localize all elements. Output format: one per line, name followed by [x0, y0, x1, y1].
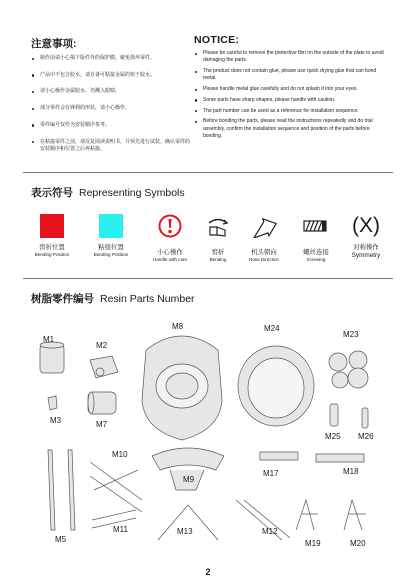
- notice-item-en: The product does not contain glue, please use quick drying glue that can bond metal.: [194, 68, 390, 82]
- part-label: M2: [96, 341, 108, 350]
- symbol-label-en: Handle with care: [152, 257, 188, 262]
- part-label: M1: [43, 335, 55, 344]
- symbol-label-cn: 粘接位置: [98, 244, 124, 251]
- page-number: 2: [205, 567, 211, 577]
- part-m8: [142, 336, 222, 440]
- symbol-label-cn: 窖折: [211, 249, 225, 256]
- part-label: M26: [358, 432, 374, 441]
- part-label: M19: [305, 539, 321, 548]
- notice-title-cn: 注意事项:: [31, 38, 77, 50]
- symbol-label-en: Bonding Position: [93, 252, 129, 257]
- notice-item-cn: 在粘接零件之前，请反复阅读说明书，并预先进行试装，确认零件的安装顺序和位置之后再粘接。: [31, 139, 191, 153]
- part-m23: [329, 351, 368, 388]
- part-m7: [88, 392, 116, 414]
- part-m17: [260, 452, 298, 460]
- part-label: M5: [55, 535, 67, 544]
- symbol-label-en: Screwing: [306, 257, 326, 262]
- symbol-label-en: Bending: [209, 257, 227, 262]
- part-label: M18: [343, 467, 359, 476]
- part-m26: [362, 408, 368, 428]
- part-m2: [90, 356, 118, 378]
- notice-item-en: Before bonding the parts, please read the instructions repeatedly and do trial assembly, confirm the installation sequence and position of the parts before bonding.: [194, 118, 390, 140]
- notice-item-cn: 部分零件会有锋利的形状，请小心操作。: [31, 105, 191, 112]
- part-label: M12: [262, 527, 278, 536]
- notice-item-en: Please handle metal glue carefully and do not splash it into your eyes.: [194, 86, 390, 93]
- symbols-title-en: Representing Symbols: [79, 187, 185, 199]
- part-m3: [48, 396, 57, 410]
- part-label: M23: [343, 330, 359, 339]
- parts-title-en: Resin Parts Number: [100, 293, 195, 305]
- symbol-label-cn: 机头朝向: [251, 249, 277, 256]
- notice-item-cn: 零件编号仅作为安装顺序参考。: [31, 122, 191, 129]
- symbol-label-cn: 小心操作: [157, 249, 183, 256]
- symbol-label-cn: 窖折位置: [39, 244, 65, 251]
- notice-item-cn: 产品中不包含胶水，请自备可粘接金属的快干胶水。: [31, 72, 191, 79]
- part-label: M3: [50, 416, 62, 425]
- symmetry-icon: (X): [352, 214, 380, 237]
- part-m24: [238, 346, 314, 426]
- part-label: M24: [264, 324, 280, 333]
- part-m20: [344, 500, 366, 530]
- notice-item-en: The part number can be used as a reference for installation sequence.: [194, 108, 390, 115]
- part-m19: [296, 500, 318, 530]
- symbol-label-en: Nose Direction: [248, 257, 280, 262]
- symbol-label-en: Bending Position: [34, 252, 70, 257]
- part-m10: [90, 462, 142, 512]
- parts-title-cn: 树脂零件编号: [31, 293, 94, 305]
- part-label: M10: [112, 450, 128, 459]
- notice-item-en: Some parts have sharp shapes, please handle with caution.: [194, 97, 390, 104]
- notice-item-cn: 请小心操作金属胶水，勿溅入眼睛。: [31, 88, 191, 95]
- part-label: M11: [113, 525, 128, 534]
- part-label: M13: [177, 527, 193, 536]
- part-label: M8: [172, 322, 184, 331]
- part-m25: [330, 404, 338, 426]
- symbols-title-cn: 表示符号: [31, 187, 73, 199]
- part-label: M20: [350, 539, 366, 548]
- part-m1: [40, 342, 64, 373]
- part-label: M7: [96, 420, 108, 429]
- part-label: M9: [183, 475, 195, 484]
- symbol-label-en: Symmetry: [351, 252, 381, 259]
- symbol-label-cn: 对称操作: [353, 244, 379, 251]
- notice-item-en: Please be careful to remove the protective film on the outside of the plate to avoid damaging the parts.: [194, 50, 390, 64]
- symbol-label-cn: 螺丝连接: [303, 249, 329, 256]
- part-m18: [316, 454, 364, 462]
- part-label: M17: [263, 469, 279, 478]
- part-label: M25: [325, 432, 341, 441]
- notice-title-en: NOTICE:: [194, 34, 240, 46]
- notice-item-cn: 制作前请小心揭下版件外的保护膜，避免损坏零件。: [31, 55, 191, 62]
- part-m5: [48, 450, 75, 530]
